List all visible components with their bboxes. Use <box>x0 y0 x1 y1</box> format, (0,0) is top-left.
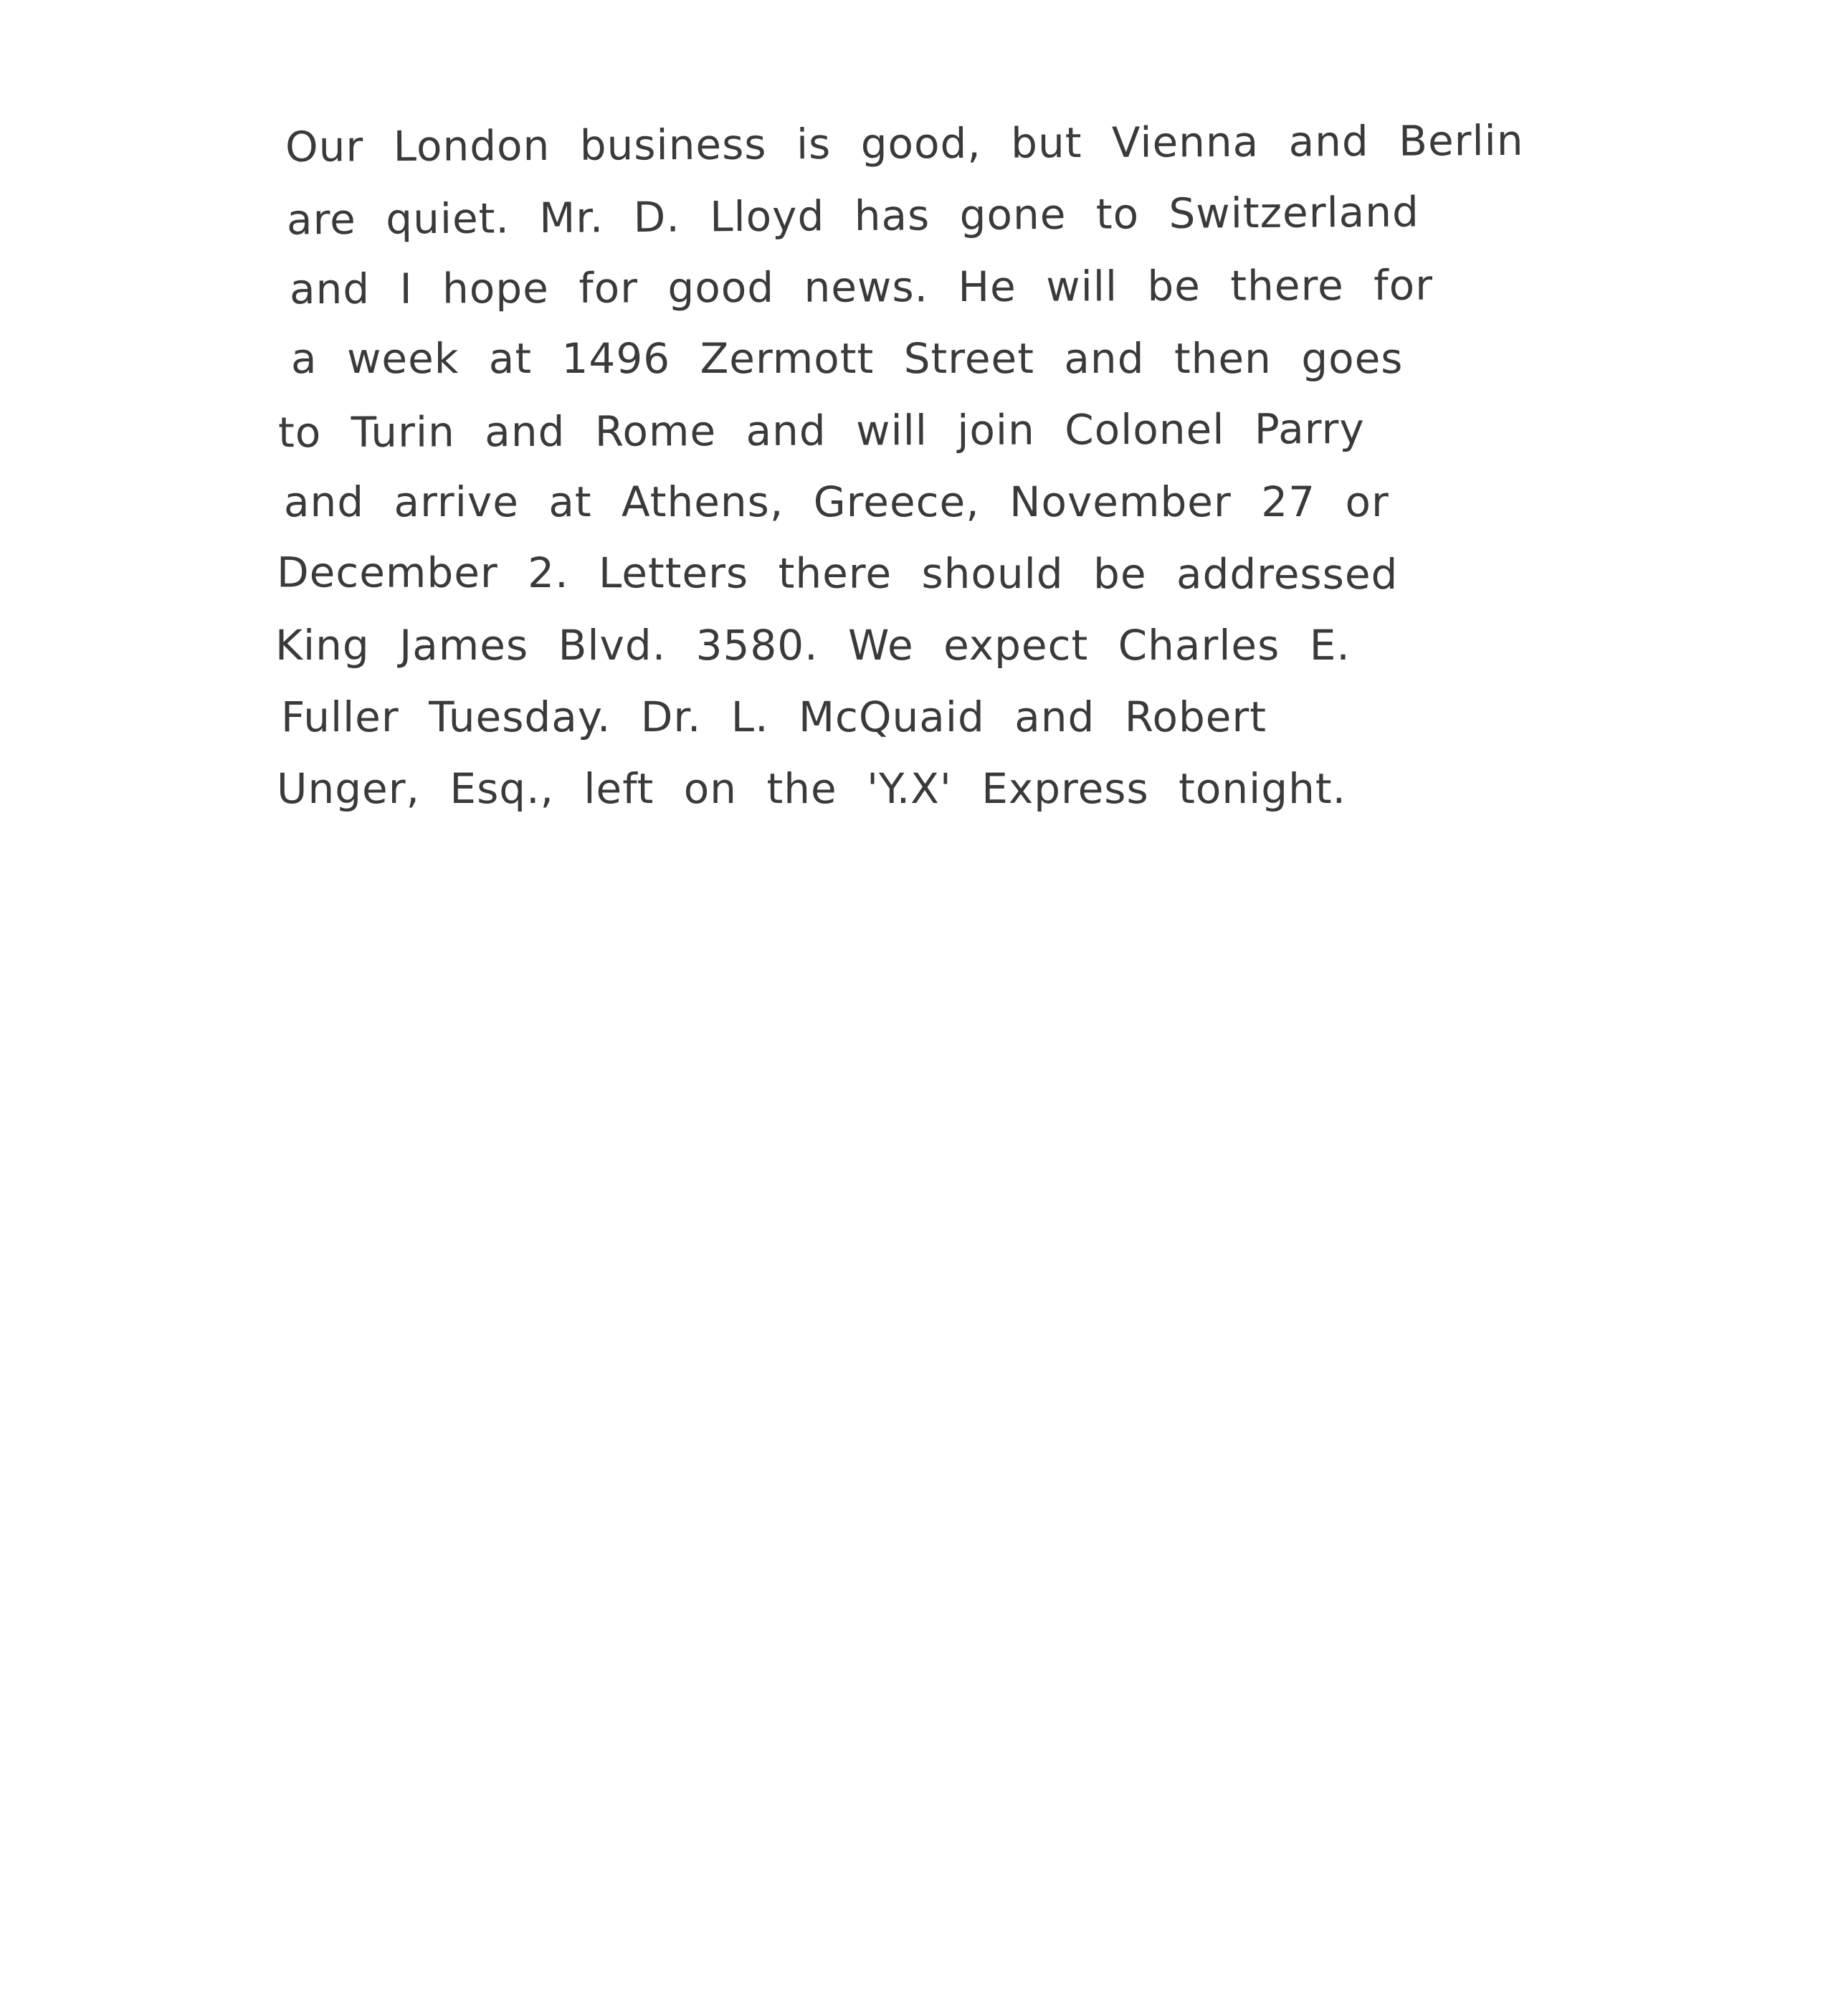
text-line-3: and I hope for good news. He will be there for <box>289 260 1434 314</box>
text-line-5: to Turin and Rome and will join Colonel Parry <box>277 404 1365 457</box>
text-line-1: Our London business is good, but Vienna and Berlin <box>285 115 1524 171</box>
text-line-2: are quiet. Mr. D. Lloyd has gone to Switzerland <box>286 187 1420 244</box>
text-line-8: King James Blvd. 3580. We expect Charles E. <box>275 621 1351 670</box>
text-line-7: December 2. Letters there should be addressed <box>276 548 1399 599</box>
text-line-6: and arrive at Athens, Greece, November 27 or <box>284 477 1389 526</box>
text-line-10: Unger, Esq., left on the 'Y.X' Express tonight. <box>277 764 1347 813</box>
text-line-4: a week at 1496 Zermott Street and then goes <box>291 334 1404 383</box>
handwritten-text-block <box>272 108 1634 824</box>
text-line-9: Fuller Tuesday. Dr. L. McQuaid and Robert <box>281 693 1267 741</box>
